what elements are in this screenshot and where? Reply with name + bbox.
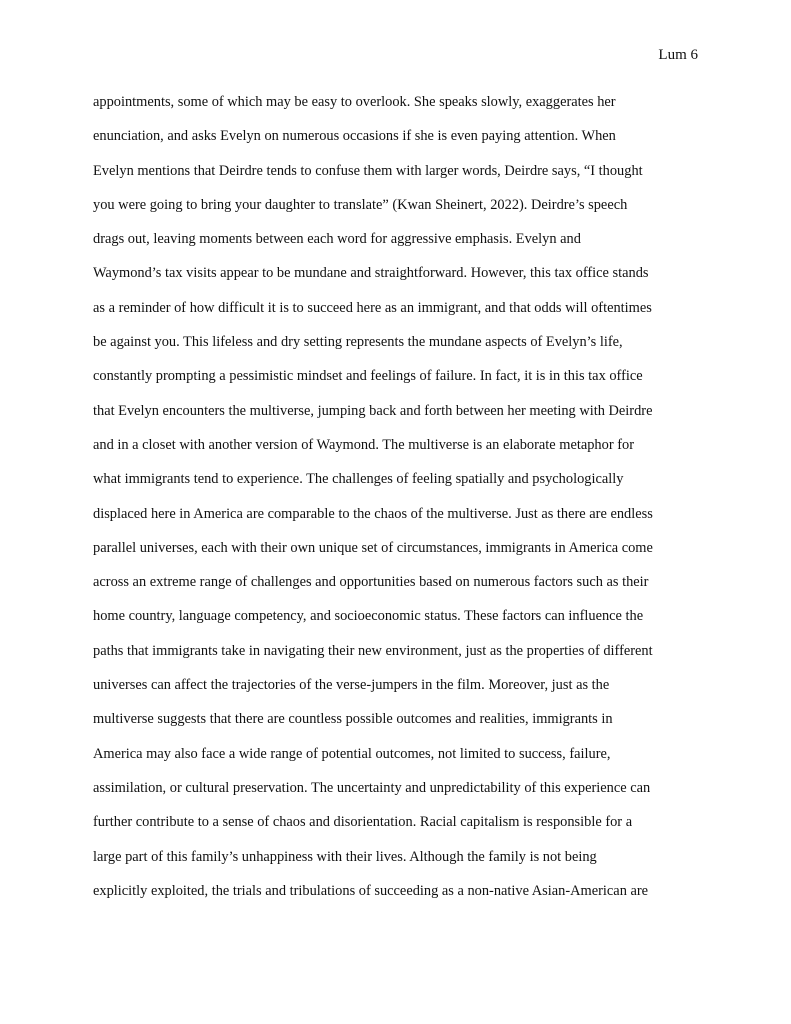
body-line: home country, language competency, and socioeconomic status. These factors can influence the [93,608,644,625]
body-line: constantly prompting a pessimistic mindset and feelings of failure. In fact, it is in this tax office [93,368,643,385]
body-line: Evelyn mentions that Deirdre tends to confuse them with larger words, Deirdre says, “I thought [93,162,643,179]
running-head: Lum 6 [658,47,698,63]
body-line: multiverse suggests that there are countless possible outcomes and realities, immigrants in [93,711,613,728]
body-line: large part of this family’s unhappiness with their lives. Although the family is not being [93,848,597,865]
body-line: universes can affect the trajectories of the verse-jumpers in the film. Moreover, just as the [93,677,610,694]
body-line: drags out, leaving moments between each word for aggressive emphasis. Evelyn and [93,231,581,248]
body-line: America may also face a wide range of potential outcomes, not limited to success, failure, [93,745,611,762]
body-line: paths that immigrants take in navigating their new environment, just as the properties of different [93,642,653,659]
body-line: enunciation, and asks Evelyn on numerous occasions if she is even paying attention. When [93,128,616,145]
body-line: Waymond’s tax visits appear to be mundane and straightforward. However, this tax office stands [93,265,649,282]
body-line: you were going to bring your daughter to translate” (Kwan Sheinert, 2022). Deirdre’s speech [93,196,628,213]
body-line: be against you. This lifeless and dry setting represents the mundane aspects of Evelyn’s life, [93,334,623,351]
body-line: assimilation, or cultural preservation. The uncertainty and unpredictability of this experience can [93,779,651,796]
body-line: further contribute to a sense of chaos and disorientation. Racial capitalism is responsible for a [93,814,633,831]
body-line: parallel universes, each with their own unique set of circumstances, immigrants in America come [93,539,653,556]
body-line: across an extreme range of challenges and opportunities based on numerous factors such as their [93,574,649,591]
body-line: displaced here in America are comparable to the chaos of the multiverse. Just as there are endless [93,505,653,522]
body-line: explicitly exploited, the trials and tribulations of succeeding as a non-native Asian-American are [93,882,649,899]
body-line: that Evelyn encounters the multiverse, jumping back and forth between her meeting with Deirdre [93,402,653,419]
body-line: appointments, some of which may be easy to overlook. She speaks slowly, exaggerates her [93,94,616,110]
body-line: as a reminder of how difficult it is to succeed here as an immigrant, and that odds will oftentimes [93,299,652,316]
body-line: and in a closet with another version of Waymond. The multiverse is an elaborate metaphor for [93,436,634,453]
body-paragraph [93,91,708,914]
body-line: what immigrants tend to experience. The challenges of feeling spatially and psychologically [93,471,624,488]
